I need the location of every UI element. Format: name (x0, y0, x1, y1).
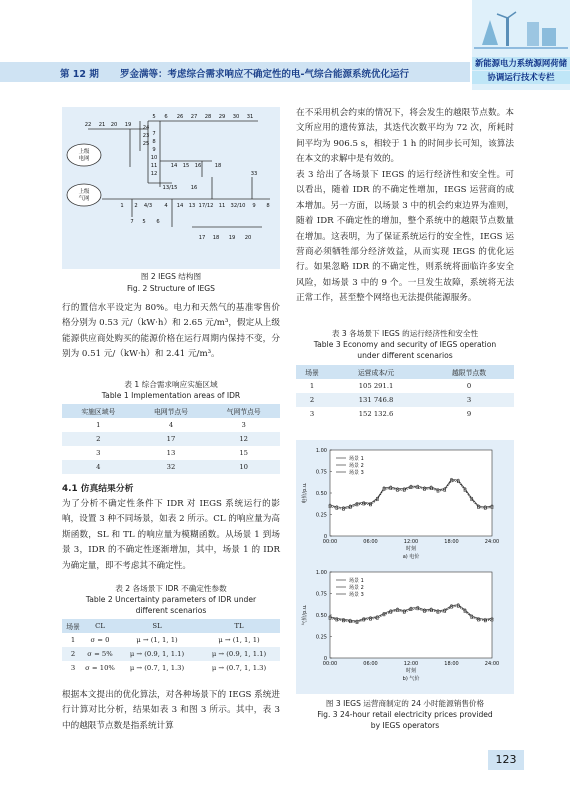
svg-text:13: 13 (188, 203, 196, 209)
svg-text:33: 33 (250, 171, 258, 177)
table3-header: 运营成本/元 (357, 369, 395, 377)
y-tick-label: 0.50 (315, 613, 327, 619)
y-tick-label: 0 (323, 534, 327, 540)
table-cell: 105 291.1 (358, 382, 394, 390)
table-cell: 3 (241, 421, 246, 429)
table-row (62, 633, 280, 647)
table3-header: 场景 (305, 369, 319, 377)
table-cell: μ → (1, 1, 1) (218, 636, 260, 644)
y-tick-label: 0.75 (315, 469, 327, 476)
fig2-caption-cn: 图 2 IEGS 结构图 (140, 272, 202, 281)
table-cell: 0 (466, 382, 472, 390)
table-cell: 2 (96, 435, 101, 443)
paragraph-algorithm: 在不采用机会约束的情况下，将会发生的越限节点数。本文所应用的遗传算法，其迭代次数平均为 72 次，所耗时间平均为 906.5 s，相较于 1 h 的时间步长可知，该算法在本文的求解中是有效的。 (296, 108, 514, 165)
fig3-caption-en: Fig. 3 24-hour retail electricity prices provided (317, 710, 493, 719)
table-cell: 9 (466, 410, 472, 418)
svg-text:5: 5 (142, 219, 146, 225)
svg-text:11: 11 (150, 163, 158, 169)
svg-text:7: 7 (130, 219, 134, 225)
x-tick-label: 24:00 (484, 661, 500, 667)
table2-header: 场景 (66, 623, 80, 631)
fig3-chart (296, 440, 514, 694)
table3-caption-cn: 表 3 各场景下 IEGS 的运行经济性和安全性 (331, 329, 479, 338)
table2-header: SL (152, 622, 162, 630)
table-row (62, 432, 280, 446)
svg-text:9: 9 (152, 147, 156, 153)
svg-text:上级: 上级 (78, 149, 90, 155)
svg-text:15: 15 (182, 163, 190, 169)
svg-text:11: 11 (218, 203, 226, 209)
x-axis-label: 时刻 (405, 668, 417, 674)
fig3-caption-en-2: by IEGS operators (370, 721, 440, 730)
table-cell: μ → (0.9, 1, 1.1) (211, 650, 267, 658)
x-tick-label: 12:00 (403, 539, 419, 545)
logo-line-1: 新能源电力系统源网荷储 (472, 57, 570, 70)
svg-text:25: 25 (142, 141, 150, 147)
y-tick-label: 1.00 (315, 448, 327, 454)
svg-text:17/12: 17/12 (198, 203, 214, 209)
svg-text:10: 10 (150, 155, 158, 161)
table3-caption-en-2: under different scenarios (357, 351, 453, 360)
svg-text:18: 18 (214, 163, 222, 169)
table1-header: 实施区域号 (81, 408, 116, 416)
table-cell: σ = 10% (85, 664, 115, 672)
table-row (296, 393, 514, 407)
x-tick-label: 06:00 (363, 539, 378, 545)
svg-text:21: 21 (98, 122, 106, 128)
table-cell: 3 (309, 410, 315, 418)
table2-caption-en-2: different scenarios (135, 606, 207, 615)
y-tick-label: 0.75 (315, 591, 327, 598)
paragraph-analysis: 表 3 给出了各场景下 IEGS 的运行经济性和安全性。可以看出，随着 IDR 的不确定性增加，IEGS 运营商的成本增加。另一方面，以场景 3 中的机会约束边界为准则，随着 IDR 不确定性的增加，整个系统中的越限节点数量在增加。这表明，为了保证系统运行的安全性，IEGS 运营商必须牺牲部分经济效益，从而实现 IEGS 的优化运行。如果忽略 IDR 的不确定性，则系统将面临许多安全风险，如场景 3 中的 9 个。一旦发生故障，系统将无法正常工作，甚至整个网络也无法提供能源服务。 (296, 170, 514, 304)
svg-text:18: 18 (212, 235, 220, 241)
svg-text:22: 22 (84, 122, 92, 128)
svg-text:9: 9 (252, 203, 256, 209)
table-cell: 2 (70, 650, 76, 658)
paragraph-results: 根据本文提出的优化算法，对各种场景下的 IEGS 系统进行计算对比分析，结果如表 3 和图 3 所示。其中，表 3 中的越限节点数是指系统计算 (62, 690, 280, 731)
svg-text:5: 5 (152, 114, 156, 120)
y-axis-label: 气价/p.u. (302, 604, 308, 626)
svg-text:17: 17 (198, 235, 206, 241)
table1-header: 气网节点号 (226, 408, 261, 416)
y-tick-label: 0.25 (315, 634, 327, 641)
legend-label: 场景 2 (349, 463, 364, 469)
table3 (296, 365, 514, 421)
y-axis-label: 电价/p.u. (302, 482, 308, 504)
svg-text:气网: 气网 (78, 196, 90, 202)
fig2-structure-diagram (62, 107, 280, 269)
table-cell: 3 (70, 664, 76, 672)
table-cell: 4 (168, 421, 174, 429)
svg-text:8: 8 (266, 203, 270, 209)
svg-text:23: 23 (142, 133, 150, 139)
table-cell: 32 (166, 463, 176, 471)
svg-text:6: 6 (164, 114, 168, 120)
table3-header: 越限节点数 (452, 369, 486, 377)
svg-text:电网: 电网 (78, 156, 90, 162)
svg-text:8: 8 (152, 139, 156, 145)
fig3-caption-cn: 图 3 IEGS 运营商制定的 24 小时能源销售价格 (325, 699, 485, 708)
x-tick-label: 24:00 (484, 539, 500, 545)
running-title: 罗金满等：考虑综合需求响应不确定性的电-气综合能源系统优化运行 (120, 69, 409, 80)
table-row (296, 407, 514, 421)
table-cell: μ → (0.7, 1, 1.3) (211, 664, 267, 672)
table-cell: 2 (309, 396, 315, 404)
svg-text:29: 29 (218, 114, 226, 120)
table-cell: 1 (309, 382, 315, 390)
table-cell: 4 (96, 463, 101, 471)
paragraph-prices: 行的置信水平设定为 80%。电力和天然气的基准零售价格分别为 0.53 元/（kW·h）和 2.65 元/m³，假定从上级能源供应商处购买的能源价格在运行周期内保持不变，分别为 0.51 元/（kW·h）和 2.41 元/m³。 (62, 303, 280, 360)
legend-label: 场景 2 (349, 585, 364, 591)
svg-text:4/3: 4/3 (143, 203, 153, 209)
table-cell: 131 746.8 (358, 396, 394, 404)
paragraph-scenarios: 为了分析不确定性条件下 IDR 对 IEGS 系统运行的影响，设置 3 种不同场景，如表 2 所示。CL 的响应量为高斯函数，SL 和 TL 的响应量为模糊函数。从场景 1 到场景 3，IDR 的不确定性逐渐增加，其中，场景 1 的 IDR 为确定量，即不考虑其不确定性。 (62, 499, 280, 571)
legend-label: 场景 3 (349, 592, 364, 598)
table-row (62, 418, 280, 432)
table-cell: σ = 0 (90, 636, 110, 644)
logo-line-2: 协调运行技术专栏 (472, 71, 570, 84)
svg-text:27: 27 (190, 114, 198, 120)
svg-text:6: 6 (156, 219, 160, 225)
table-row (62, 446, 280, 460)
table-row (62, 661, 280, 675)
table-row (62, 460, 280, 474)
svg-text:31: 31 (246, 114, 254, 120)
legend-label: 场景 3 (349, 470, 364, 476)
y-tick-label: 0 (323, 656, 327, 662)
svg-text:24: 24 (142, 125, 150, 131)
svg-text:32/10: 32/10 (230, 203, 246, 209)
table-cell: 13 (166, 449, 176, 457)
x-tick-label: 06:00 (363, 661, 378, 667)
table1-header: 电网节点号 (153, 408, 188, 416)
svg-text:14: 14 (170, 163, 178, 169)
x-tick-label: 00:00 (322, 661, 338, 667)
svg-text:26: 26 (176, 114, 184, 120)
x-tick-label: 18:00 (444, 539, 459, 545)
fig3-panel (296, 440, 514, 694)
svg-text:30: 30 (232, 114, 240, 120)
table-cell: 3 (466, 396, 472, 404)
section-heading-4-1: 4.1 仿真结果分析 (62, 484, 134, 494)
svg-text:4: 4 (164, 203, 168, 209)
issue-number: 第 12 期 (60, 69, 99, 80)
table-cell: 1 (96, 421, 101, 429)
column-logo (472, 0, 570, 90)
legend-label: 场景 1 (349, 456, 364, 462)
svg-text:12: 12 (150, 171, 158, 177)
svg-text:28: 28 (204, 114, 212, 120)
table-cell: 3 (96, 449, 101, 457)
table2-caption-cn: 表 2 各场景下 IDR 不确定性参数 (115, 584, 227, 593)
svg-text:7: 7 (152, 131, 156, 137)
svg-text:16: 16 (190, 185, 198, 191)
subfigure-label: a) 电价 (402, 554, 420, 560)
table-row (62, 647, 280, 661)
fig2-caption-en: Fig. 2 Structure of IEGS (126, 284, 216, 293)
table2 (62, 619, 280, 675)
x-tick-label: 12:00 (403, 661, 419, 667)
svg-text:20: 20 (110, 122, 118, 128)
svg-text:上级: 上级 (78, 189, 90, 195)
table-cell: 10 (239, 463, 248, 471)
svg-text:19: 19 (124, 122, 132, 128)
x-tick-label: 18:00 (444, 661, 459, 667)
svg-text:19: 19 (228, 235, 236, 241)
x-tick-label: 00:00 (322, 539, 338, 545)
table-cell: 17 (166, 435, 176, 443)
svg-text:1: 1 (120, 203, 124, 209)
svg-text:16: 16 (194, 163, 202, 169)
table-cell: 1 (70, 636, 76, 644)
table2-header: TL (234, 622, 244, 630)
table1-caption-en: Table 1 Implementation areas of IDR (101, 391, 241, 400)
page-number: 123 (488, 750, 524, 770)
table-cell: μ → (0.9, 1, 1.1) (129, 650, 185, 658)
svg-text:13/15: 13/15 (162, 185, 178, 191)
y-tick-label: 0.25 (315, 512, 327, 519)
subfigure-label: b) 气价 (402, 676, 420, 682)
table-row (296, 379, 514, 393)
table1 (62, 404, 280, 474)
table-cell: 15 (239, 449, 248, 457)
table2-header: CL (95, 622, 105, 630)
table-cell: μ → (0.7, 1, 1.3) (129, 664, 185, 672)
table3-caption-en: Table 3 Economy and security of IEGS operation (313, 340, 497, 349)
table2-caption-en: Table 2 Uncertainty parameters of IDR under (85, 595, 257, 604)
table-cell: σ = 5% (87, 650, 113, 658)
y-tick-label: 1.00 (315, 570, 327, 576)
x-axis-label: 时刻 (405, 546, 417, 552)
table-cell: 12 (239, 435, 248, 443)
table-cell: μ → (1, 1, 1) (136, 636, 178, 644)
table1-caption-cn: 表 1 综合需求响应实施区域 (124, 380, 218, 389)
svg-text:14: 14 (176, 203, 184, 209)
svg-text:2: 2 (134, 203, 138, 209)
table-cell: 152 132.6 (358, 410, 394, 418)
legend-label: 场景 1 (349, 578, 364, 584)
y-tick-label: 0.50 (315, 491, 327, 497)
svg-text:20: 20 (244, 235, 252, 241)
